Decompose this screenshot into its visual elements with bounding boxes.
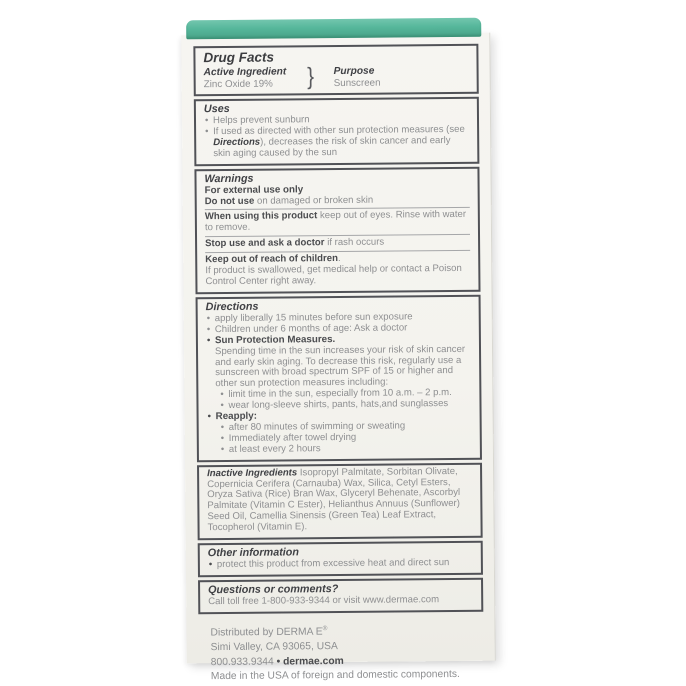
other-information-bullet-text: protect this product from excessive heat and direct sun <box>216 557 450 571</box>
uses-bullet-2-post: ), decreases the risk of skin cancer and early skin aging caused by the sun <box>213 134 451 159</box>
warning-keep-out-note: If product is swallowed, get medical help or contact a Poison Control Center right away. <box>205 262 462 288</box>
warning-stop-use <box>205 237 470 250</box>
directions-section <box>196 295 482 462</box>
uses-bullet-1-text: Helps prevent sunburn <box>212 114 310 127</box>
reapply-bullet-3-text: at least every 2 hours <box>228 442 321 455</box>
uses-bullet-2 <box>204 125 469 160</box>
warning-stop-use-rest: if rash occurs <box>324 236 385 249</box>
website-text: dermae.com <box>283 655 344 668</box>
warnings-heading: Warnings <box>204 172 254 185</box>
made-in-usa-line: Made in the USA of foreign and domestic components. <box>210 669 460 683</box>
purpose-column <box>334 66 381 89</box>
distributor-info <box>210 621 495 685</box>
active-ingredient-column <box>204 66 300 90</box>
directions-heading: Directions <box>205 300 259 314</box>
directions-bullet-2-text: Children under 6 months of age: Ask a doctor <box>214 322 408 335</box>
questions-heading: Questions or comments? <box>208 583 339 597</box>
purpose-value: Sunscreen <box>333 77 381 89</box>
directions-sub-bullet-1-text: limit time in the sun, especially from 10 a.m. – 2 p.m. <box>228 387 452 401</box>
reapply-bullet-3 <box>220 443 472 456</box>
reapply-bullet-1-text: after 80 minutes of swimming or sweating <box>228 420 406 433</box>
warning-when-using <box>205 210 470 234</box>
uses-bullet-2-pre: If used as directed with other sun protection measures (see <box>213 123 465 137</box>
active-ingredient-value: Zinc Oxide 19% <box>203 78 273 90</box>
sun-protection-measures <box>206 334 471 347</box>
warning-external-use: For external use only <box>204 183 304 196</box>
warning-do-not-use-rest: on damaged or broken skin <box>254 194 374 207</box>
address-line: Simi Valley, CA 93065, USA <box>210 640 338 654</box>
active-ingredient-row <box>204 65 469 90</box>
directions-sub-bullet-2-text: wear long-sleeve shirts, pants, hats,and sunglasses <box>228 398 449 412</box>
questions-text: Call toll free 1-800-933-9344 or visit www.dermae.com <box>208 594 440 608</box>
purpose-label: Purpose <box>333 65 375 78</box>
active-ingredient-label: Active Ingredient <box>203 66 287 79</box>
warning-do-not-use-bold: Do not use <box>204 195 255 207</box>
warnings-section <box>194 166 480 294</box>
warning-when-using-rest: keep out of eyes. Rinse with water to remove. <box>204 209 467 234</box>
inactive-ingredients-heading: Inactive Ingredients <box>207 467 298 479</box>
directions-bullet-1-text: apply liberally 15 minutes before sun exposure <box>214 311 413 324</box>
other-information-bullet <box>208 558 473 571</box>
uses-section <box>194 97 480 166</box>
reapply-bullet-2-text: Immediately after towel drying <box>228 431 357 444</box>
phone-number: 800.933.9344 <box>210 656 274 668</box>
drug-facts-header-section <box>193 44 478 96</box>
drug-facts-panel <box>193 44 483 614</box>
brace-glyph: } <box>307 63 315 91</box>
distributed-by-text: Distributed by DERMA E <box>210 626 323 639</box>
reapply-heading-bold: Reapply: <box>215 410 258 423</box>
questions-section <box>198 578 483 614</box>
box-lid-teal-band <box>186 18 481 40</box>
other-information-heading: Other information <box>207 546 300 560</box>
warning-stop-use-bold: Stop use and ask a doctor <box>205 237 325 250</box>
warning-when-using-bold: When using this product <box>204 210 318 223</box>
registered-trademark-symbol: ® <box>322 625 328 633</box>
sun-protection-measures-bold: Sun Protection Measures. <box>214 333 336 346</box>
drug-facts-title: Drug Facts <box>203 49 275 66</box>
inactive-ingredients-paragraph <box>207 466 473 534</box>
other-information-section <box>198 541 483 577</box>
uses-directions-ref: Directions <box>213 136 261 148</box>
inactive-ingredients-section <box>197 462 483 540</box>
uses-heading: Uses <box>203 102 230 116</box>
bullet-separator: • <box>276 656 281 668</box>
warning-keep-out-bold: Keep out of reach of children <box>205 253 339 266</box>
warning-keep-out-period: . <box>337 253 341 265</box>
sun-protection-measures-text: Spending time in the sun increases your risk of skin cancer and early skin aging. To decrease this risk, regularly use a sunscreen with broad spectrum SPF of 15 or higher and other sun protection measures including: <box>214 343 466 390</box>
product-box-front <box>181 33 495 683</box>
warning-do-not-use <box>205 194 470 207</box>
inactive-ingredients-list: Isopropyl Palmitate, Sorbitan Olivate, Copernicia Cerifera (Carnauba) Wax, Silica, Cetyl Esters, Oryza Sativa (Rice) Bran Wax, Glyceryl Behenate, Ascorbyl Palmitate (Vitamin C Ester), Helianthus Annuus (Sunflower) Seed Oil, Camellia Sinensis (Green Tea) Leaf Extract, Tocopherol (Vitamin E). <box>207 465 461 534</box>
